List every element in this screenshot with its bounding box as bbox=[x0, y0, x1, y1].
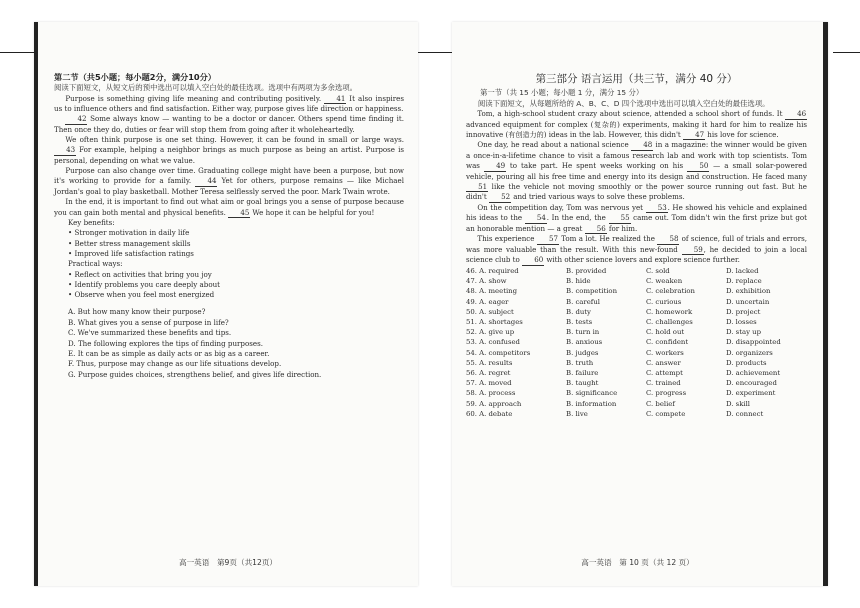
choice-row bbox=[466, 337, 807, 347]
choice-row bbox=[466, 307, 807, 317]
choice-option: B. duty bbox=[566, 307, 591, 316]
cloze-passage bbox=[466, 109, 807, 266]
answer-blank: 50 bbox=[687, 162, 709, 172]
paragraph bbox=[54, 114, 404, 135]
choice-option: D. stay up bbox=[726, 328, 762, 337]
paragraph bbox=[54, 197, 404, 218]
exam-page-9 bbox=[34, 22, 418, 586]
choice-row bbox=[466, 388, 807, 398]
answer-options bbox=[54, 307, 404, 380]
top-rule-right bbox=[833, 52, 860, 53]
choice-row bbox=[466, 348, 807, 358]
choice-option: C. trained bbox=[646, 379, 681, 388]
choice-row bbox=[466, 327, 807, 337]
passage-text: — a small solar-powered vehicle, pouring all his free time and energy into its design and construction. He faced many bbox=[466, 161, 807, 181]
passage-text: It also inspires us to influence others and find satisfaction. Either way, purpose gives life direction or happiness. bbox=[54, 93, 405, 113]
passage-text: On the competition day, Tom was nervous yet bbox=[477, 202, 646, 212]
passage-text: like the vehicle not moving smoothly or the power source running out fast. But he didn't bbox=[466, 181, 807, 202]
passage-text: For example, helping a neighbor brings as much purpose as being an artist. Purpose is personal, depending on what we value. bbox=[54, 145, 404, 165]
choice-option: D. project bbox=[726, 307, 761, 316]
option-item: B. What gives you a sense of purpose in life? bbox=[68, 317, 229, 327]
passage-text: Tom, a high-school student crazy about science, attended a school short of funds. It bbox=[477, 109, 785, 118]
answer-blank: 58 bbox=[657, 235, 679, 245]
choice-option: 51. A. shortages bbox=[466, 317, 523, 326]
option-item: A. But how many know their purpose? bbox=[68, 307, 206, 317]
choice-row bbox=[466, 399, 807, 409]
passage-text: Tom a lot. He realized the bbox=[558, 234, 658, 244]
choice-option: 53. A. confused bbox=[466, 338, 520, 347]
choice-option: D. connect bbox=[726, 409, 764, 418]
choice-option: C. sold bbox=[646, 266, 670, 275]
choice-option: B. careful bbox=[566, 297, 600, 306]
choice-option: D. replace bbox=[726, 277, 762, 286]
passage-text: to take part. He spent weeks working on his bbox=[505, 161, 688, 171]
list-item: • Better stress management skills bbox=[68, 238, 191, 248]
choice-option: C. attempt bbox=[646, 368, 683, 377]
choice-row bbox=[466, 276, 807, 286]
passage-text: This experience bbox=[477, 234, 537, 244]
choice-option: D. exhibition bbox=[726, 287, 771, 296]
answer-blank: 56 bbox=[585, 225, 607, 235]
option-item: D. The following explores the tips of finding purposes. bbox=[68, 338, 263, 348]
paragraph bbox=[466, 203, 807, 235]
passage-text: with other science lovers and explore science further. bbox=[544, 255, 740, 265]
choice-option: B. hide bbox=[566, 277, 591, 286]
choice-option: B. information bbox=[566, 399, 617, 408]
passage bbox=[54, 94, 404, 219]
list-item: • Improved life satisfaction ratings bbox=[68, 248, 194, 258]
choice-option: 60. A. debate bbox=[466, 409, 513, 418]
choice-option: C. belief bbox=[646, 399, 675, 408]
answer-blank: 45 bbox=[228, 209, 250, 219]
answer-blank: 60 bbox=[522, 256, 544, 266]
choice-option: B. failure bbox=[566, 368, 599, 377]
passage-text: in a magazine: the winner would be given a once-in-a-lifetime chance to visit a famous research lab and work with top scientists. Tom was bbox=[466, 140, 807, 171]
choice-row bbox=[466, 358, 807, 368]
choice-option: 52. A. give up bbox=[466, 328, 515, 337]
instruction: 阅读下面短文，从短文后的预中选出可以填入空白处的最佳选项。选项中有两项为多余选项。 bbox=[54, 83, 358, 92]
choice-option: B. taught bbox=[566, 379, 599, 388]
choice-option: D. skill bbox=[726, 399, 750, 408]
choice-option: D. disappointed bbox=[726, 338, 781, 347]
choice-option: B. tests bbox=[566, 317, 593, 326]
option-item: C. We've summarized these benefits and tips. bbox=[68, 328, 232, 338]
list-item: Practical ways: bbox=[68, 259, 123, 269]
list-item: • Stronger motivation in daily life bbox=[68, 228, 190, 238]
answer-blank: 42 bbox=[65, 115, 87, 125]
choice-option: 49. A. eager bbox=[466, 297, 509, 306]
choice-option: 58. A. process bbox=[466, 389, 516, 398]
choices-grid bbox=[466, 266, 807, 419]
answer-blank: 55 bbox=[609, 214, 631, 224]
top-rule-left bbox=[0, 52, 34, 53]
choice-option: B. turn in bbox=[566, 328, 600, 337]
choice-option: C. celebration bbox=[646, 287, 695, 296]
passage-text: . In the end, the bbox=[546, 213, 609, 223]
choice-option: D. losses bbox=[726, 317, 757, 326]
choice-row bbox=[466, 409, 807, 419]
choice-option: 57. A. moved bbox=[466, 379, 512, 388]
answer-blank: 43 bbox=[54, 146, 76, 156]
answer-blank: 49 bbox=[484, 162, 506, 172]
paragraph bbox=[466, 109, 807, 140]
choice-row bbox=[466, 266, 807, 276]
list-item: Key benefits: bbox=[68, 218, 115, 228]
choice-option: B. anxious bbox=[566, 338, 603, 347]
choice-option: 47. A. show bbox=[466, 277, 507, 286]
option-item: F. Thus, purpose may change as our life situations develop. bbox=[68, 359, 282, 369]
list-item: • Identify problems you care deeply about bbox=[68, 279, 221, 289]
spacer bbox=[54, 300, 404, 307]
paragraph bbox=[466, 140, 807, 203]
answer-blank: 54 bbox=[525, 214, 547, 224]
paragraph bbox=[466, 234, 807, 266]
passage-text: Yet for others, purpose remains — like Michael Jordan's goal to play basketball. Mother Teresa selflessly served the poor. Mark Twain wrote. bbox=[54, 176, 405, 196]
answer-blank: 59 bbox=[682, 246, 704, 256]
list-item: • Observe when you feel most energized bbox=[68, 290, 215, 300]
choice-option: B. truth bbox=[566, 358, 594, 367]
choice-option: C. progress bbox=[646, 389, 687, 398]
passage-text: We often think purpose is one set thing. However, it can be found in small or large ways. bbox=[65, 135, 404, 145]
choice-row bbox=[466, 368, 807, 378]
page-footer: 高一英语 第9页（共12页） bbox=[178, 558, 278, 567]
choice-option: B. judges bbox=[566, 348, 599, 357]
paragraph bbox=[54, 166, 404, 197]
choice-option: C. answer bbox=[646, 358, 681, 367]
choice-row bbox=[466, 378, 807, 388]
choice-option: D. organizers bbox=[726, 348, 773, 357]
part-title: 第三部分 语言运用（共三节，满分 40 分） bbox=[535, 73, 738, 85]
page-footer: 高一英语 第 10 页（共 12 页） bbox=[581, 558, 694, 567]
passage-text: of science, full of trials and errors, was more valuable than the result. With this new-found bbox=[466, 234, 807, 254]
passage-text: , he decided to join a local science club to bbox=[466, 244, 807, 265]
choice-option: C. homework bbox=[646, 307, 693, 316]
choice-option: 55. A. results bbox=[466, 358, 513, 367]
passage-text: and tried various ways to solve these problems. bbox=[510, 192, 685, 202]
choice-option: C. confident bbox=[646, 338, 689, 347]
paragraph bbox=[54, 135, 404, 166]
section-title: 第二节（共5小题；每小题2分，满分10分） bbox=[54, 72, 216, 82]
passage-text: In the end, it is important to find out what aim or goal brings you a sense of purpose because you can gain both mental and physical benefits. bbox=[54, 197, 404, 217]
choice-option: B. competition bbox=[566, 287, 618, 296]
choice-option: D. experiment bbox=[726, 389, 776, 398]
passage-text: . He showed his vehicle and explained his ideas to the bbox=[466, 202, 807, 223]
section-title: 第一节（共 15 小题；每小题 1 分，满分 15 分） bbox=[480, 88, 644, 97]
choice-option: C. hold out bbox=[646, 328, 685, 337]
option-item: G. Purpose guides choices, strengthens belief, and gives life direction. bbox=[68, 369, 322, 379]
choice-option: D. uncertain bbox=[726, 297, 770, 306]
choice-option: C. curious bbox=[646, 297, 682, 306]
top-rule-middle bbox=[418, 52, 452, 53]
choice-option: B. significance bbox=[566, 389, 618, 398]
choice-option: B. provided bbox=[566, 266, 607, 275]
page-10-content bbox=[452, 22, 823, 419]
answer-blank: 53 bbox=[646, 204, 668, 214]
passage-text: his love for science. bbox=[705, 129, 779, 139]
passage-text: We hope it can be helpful for you! bbox=[250, 207, 375, 217]
answer-blank: 57 bbox=[537, 235, 559, 245]
answer-blank: 52 bbox=[489, 193, 511, 203]
passage-text: Purpose is something giving life meaning and contributing positively. bbox=[65, 93, 325, 103]
answer-blank: 46 bbox=[785, 110, 807, 120]
choice-option: C. compete bbox=[646, 409, 686, 418]
answer-blank: 48 bbox=[631, 141, 653, 151]
choice-row bbox=[466, 297, 807, 307]
paragraph bbox=[54, 94, 404, 115]
option-item: E. It can be as simple as daily acts or as big as a career. bbox=[68, 349, 270, 359]
choice-option: B. live bbox=[566, 409, 588, 418]
choice-option: C. workers bbox=[646, 348, 684, 357]
exam-page-10 bbox=[452, 22, 828, 586]
instruction: 阅读下面短文，从每题所给的 A、B、C、D 四个选项中选出可以填入空白处的最佳选项。 bbox=[477, 98, 770, 108]
passage-text: Some always know — wanting to be a doctor or dancer. Others spend time finding it. Then once they do, duties or fear will stop them from going after it wholeheartedly. bbox=[54, 114, 404, 134]
page-9-content bbox=[38, 22, 418, 380]
choice-option: C. weaken bbox=[646, 277, 683, 286]
choice-option: D. achievement bbox=[726, 368, 781, 377]
choice-option: 50. A. subject bbox=[466, 307, 514, 316]
choice-option: 56. A. regret bbox=[466, 368, 511, 377]
answer-blank: 47 bbox=[683, 131, 705, 141]
answer-blank: 41 bbox=[324, 95, 346, 105]
answer-blank: 51 bbox=[466, 183, 488, 193]
choice-option: 54. A. competitors bbox=[466, 348, 531, 357]
key-benefits-list bbox=[54, 218, 404, 300]
choice-option: D. products bbox=[726, 358, 767, 367]
list-item: • Reflect on activities that bring you joy bbox=[68, 269, 212, 279]
passage-text: advanced equipment for complex (复杂的) experiments, making it hard for him to realize his innovative (有创造力的) ideas in the lab. However, this didn't bbox=[466, 119, 807, 139]
choice-row bbox=[466, 286, 807, 296]
choice-option: 59. A. approach bbox=[466, 399, 522, 408]
answer-blank: 44 bbox=[195, 177, 217, 187]
passage-text: Purpose can also change over time. Graduating college might have been a purpose, but now it's working to provide for a family. bbox=[54, 166, 404, 186]
passage-text: came out. Tom didn't win the first prize but got an honorable mention — a great bbox=[466, 213, 807, 233]
choice-row bbox=[466, 317, 807, 327]
choice-option: D. lacked bbox=[726, 266, 759, 275]
choice-option: D. encouraged bbox=[726, 379, 777, 388]
choice-option: 46. A. required bbox=[466, 266, 519, 275]
passage-text: for him. bbox=[606, 223, 638, 233]
choice-option: C. challenges bbox=[646, 317, 693, 326]
choice-option: 48. A. meeting bbox=[466, 287, 518, 296]
passage-text: One day, he read about a national science bbox=[477, 140, 632, 150]
